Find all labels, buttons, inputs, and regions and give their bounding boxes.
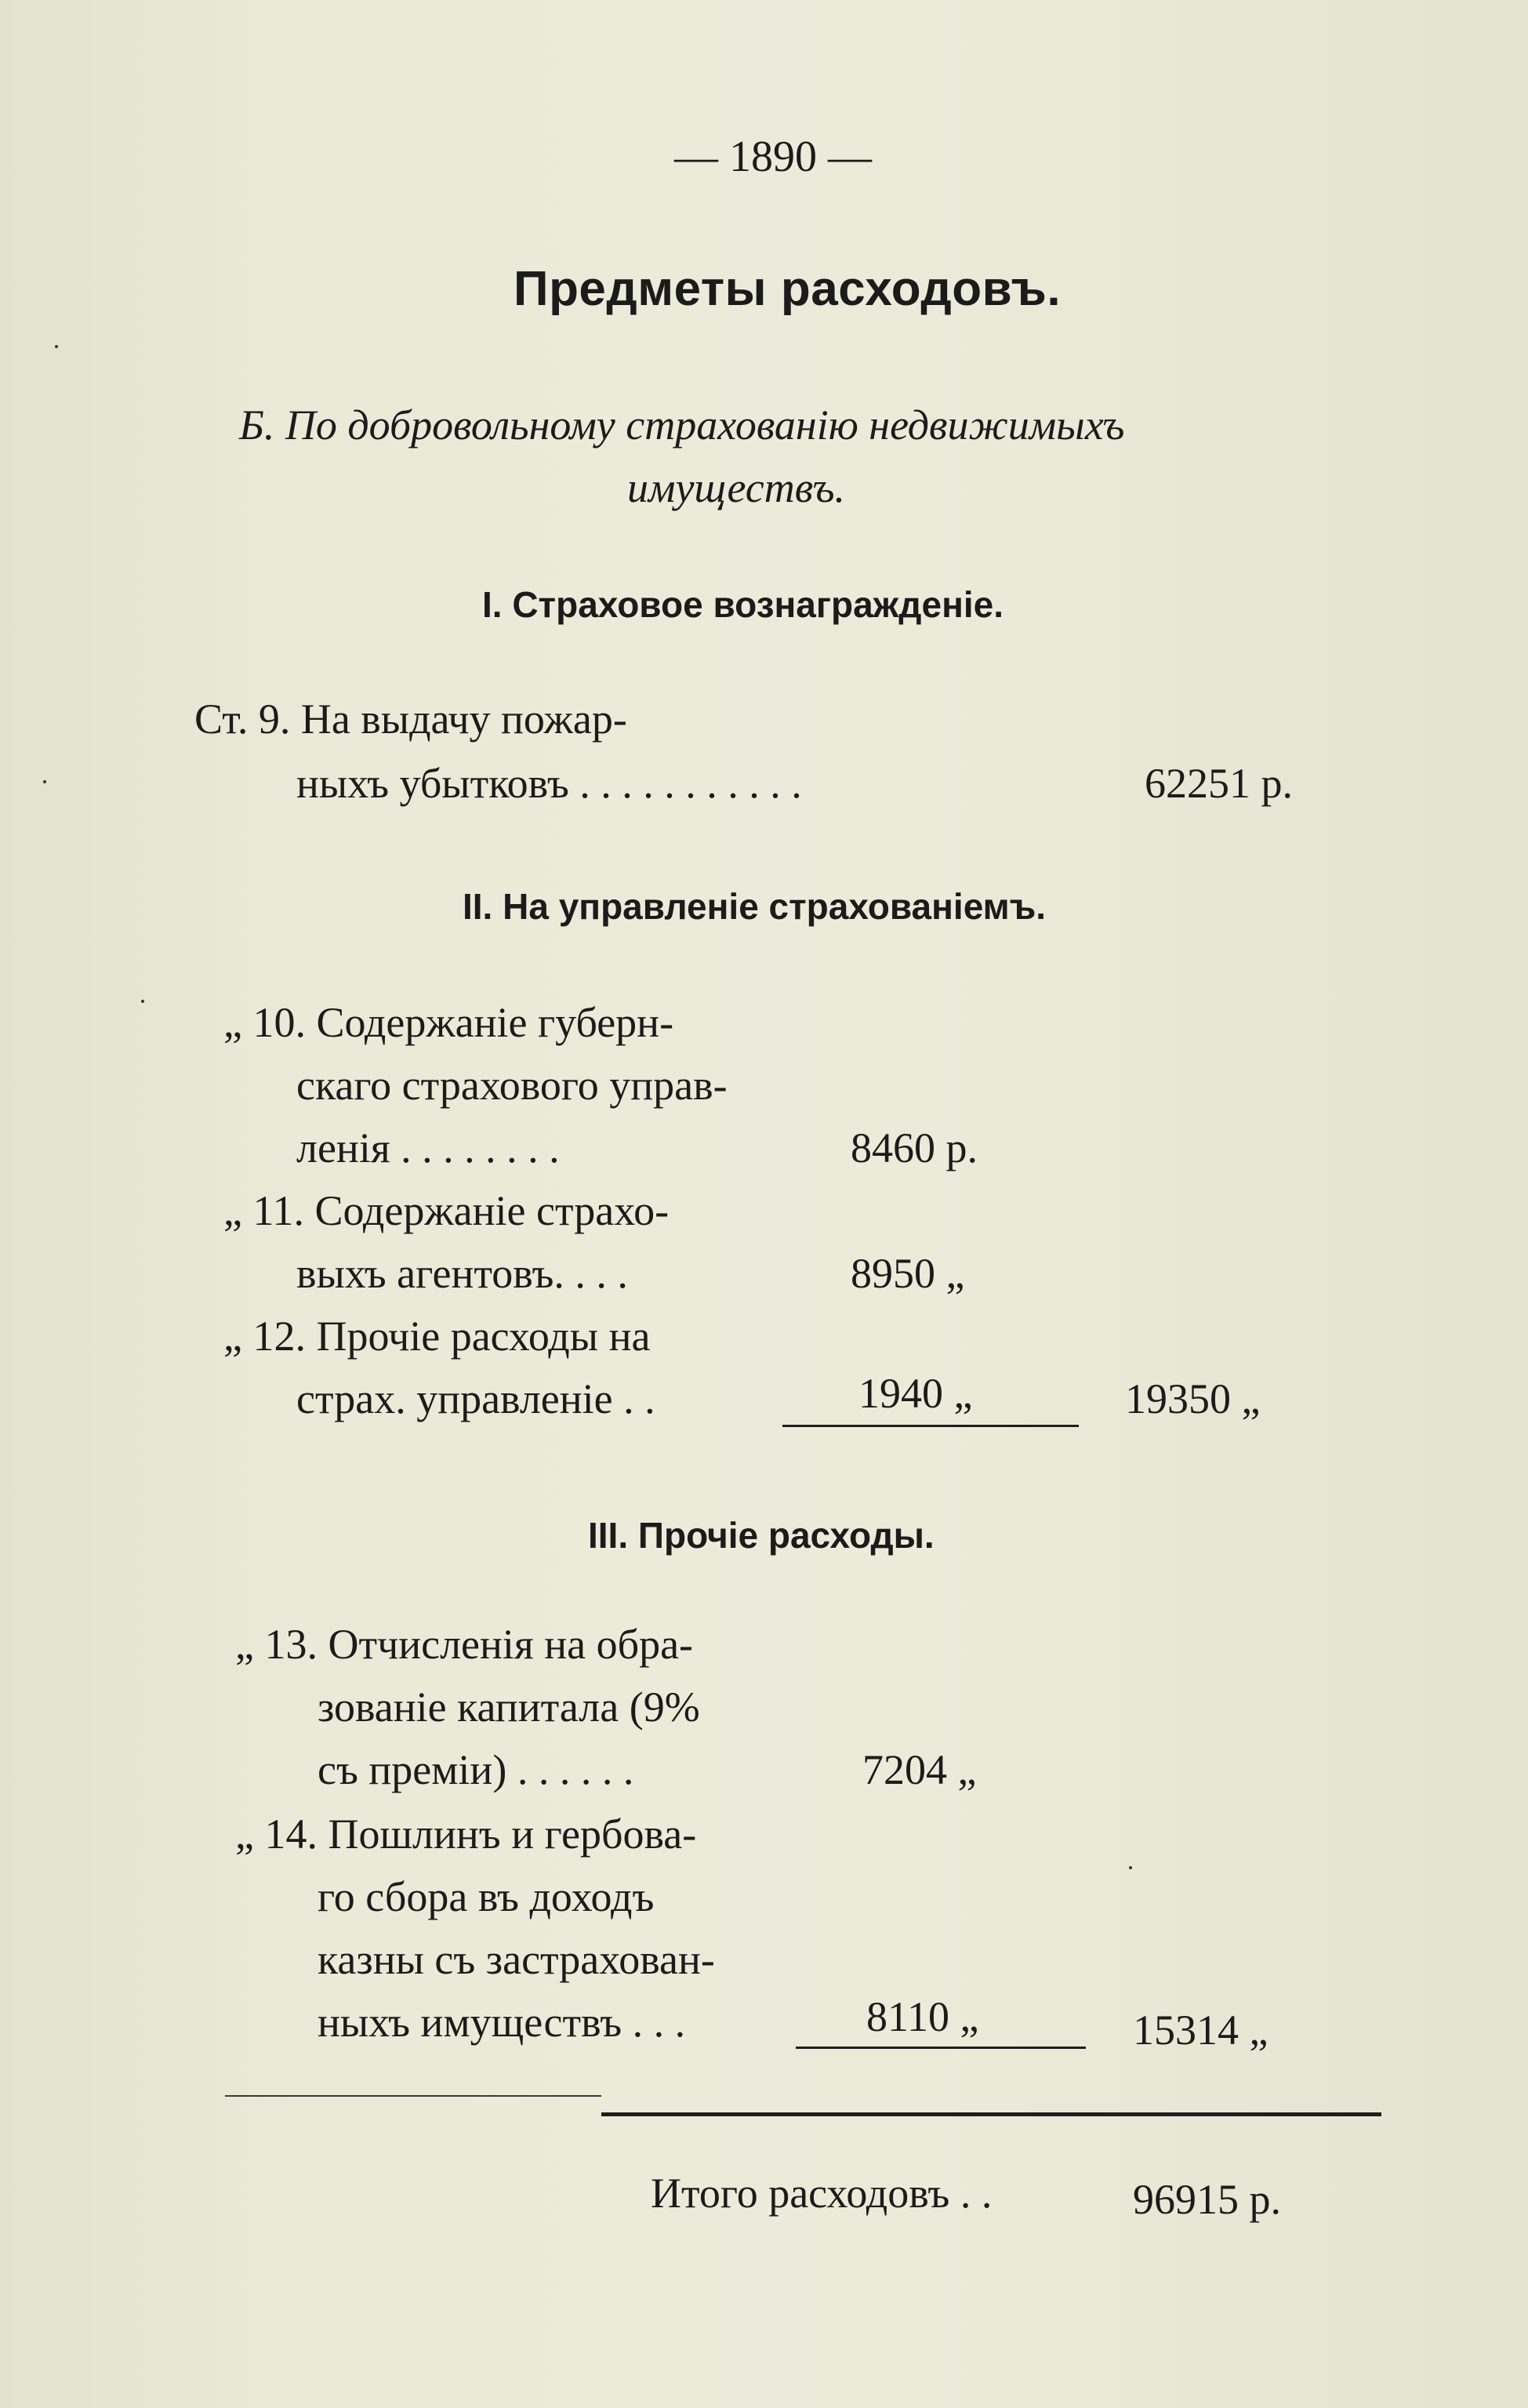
item-9-line-2: ныхъ убытковъ . . . . . . . . . . . [296,760,802,807]
speck [43,780,46,783]
grand-total-label: Итого расходовъ . . [651,2170,993,2217]
item-9-line-1: Ст. 9. На выдачу пожар- [194,696,627,743]
section-title-3: III. Прочіе расходы. [588,1515,935,1556]
item-12-line-2: страх. управленіе . . [296,1375,655,1422]
section-2-total: 19350 „ [1125,1375,1261,1422]
speck [55,345,58,348]
subtotal-rule-2 [796,2047,1086,2049]
item-13-line-3: съ преміи) . . . . . . [318,1746,634,1793]
total-rule [601,2112,1381,2116]
item-10-line-2: скаго страхового управ- [296,1062,728,1109]
speck [1129,1866,1132,1869]
section-title-1: I. Страховое вознагражденіе. [482,584,1004,625]
item-12-line-1: „ 12. Прочіе расходы на [223,1313,651,1360]
page-title: Предметы расходовъ. [514,262,1062,316]
grand-total-value: 96915 р. [1133,2176,1281,2223]
item-9-total: 62251 р. [1145,760,1293,807]
subtitle-line-1: Б. По добровольному страхованію недвижимыхъ [239,401,1125,449]
item-10-line-3: ленія . . . . . . . . [296,1124,560,1171]
item-11-amount: 8950 „ [851,1250,965,1297]
page-number: — 1890 — [674,133,872,181]
item-14-line-1: „ 14. Пошлинъ и гербова- [235,1811,697,1858]
total-rule-thin [225,2095,601,2097]
section-title-2: II. На управленіе страхованіемъ. [463,886,1047,927]
speck [141,1000,144,1003]
item-11-line-2: выхъ агентовъ. . . . [296,1250,628,1297]
section-3-total: 15314 „ [1133,2007,1268,2054]
item-14-amount: 8110 „ [866,1993,979,2040]
item-14-line-4: ныхъ имуществъ . . . [318,1999,686,2046]
item-12-amount: 1940 „ [858,1370,973,1417]
item-13-amount: 7204 „ [862,1746,977,1793]
item-13-line-2: зованіе капитала (9% [318,1683,700,1731]
item-10-amount: 8460 р. [851,1124,978,1171]
item-13-line-1: „ 13. Отчисленія на обра- [235,1621,694,1668]
item-11-line-1: „ 11. Содержаніе страхо- [223,1187,670,1234]
item-10-line-1: „ 10. Содержаніе губерн- [223,999,674,1046]
subtotal-rule-1 [782,1425,1079,1427]
item-14-line-2: го сбора въ доходъ [318,1873,655,1920]
item-14-line-3: казны съ застрахован- [318,1936,715,1983]
subtitle-line-2: имуществъ. [627,464,846,511]
